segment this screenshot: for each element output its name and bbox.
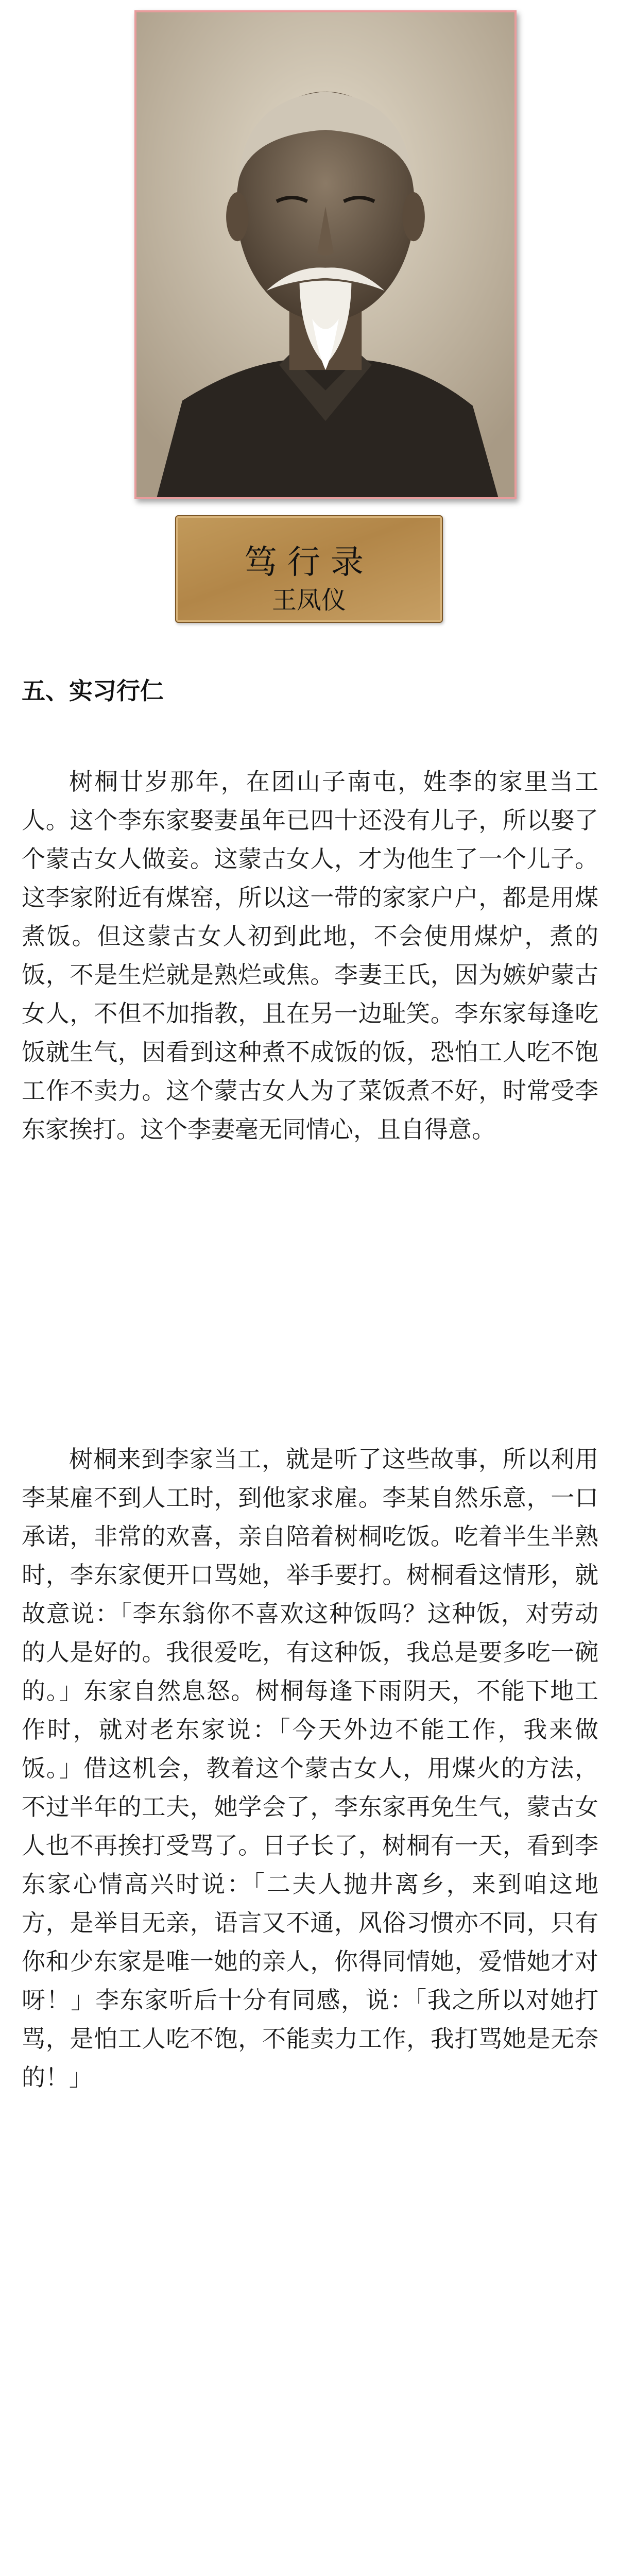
title-plaque [175, 515, 443, 623]
paragraph-1: 树桐廿岁那年，在团山子南屯，姓李的家里当工人。这个李东家娶妻虽年已四十还没有儿子，所以娶了个蒙古女人做妾。这蒙古女人，才为他生了一个儿子。这李家附近有煤窑，所以这一带的家家户户，都是用煤煮饭。但这蒙古女人初到此地，不会使用煤炉，煮的饭，不是生烂就是熟烂或焦。李妻王氏，因为嫉妒蒙古女人，不但不加指教，且在另一边耻笑。李东家每逢吃饭就生气，因看到这种煮不成饭的饭，恐怕工人吃不饱工作不卖力。这个蒙古女人为了菜饭煮不好，时常受李东家挨打。这个李妻毫无同情心，且自得意。 [22, 768, 598, 1143]
paragraph-2: 树桐来到李家当工，就是听了这些故事，所以利用李某雇不到人工时，到他家求雇。李某自然乐意，一口承诺，非常的欢喜，亲自陪着树桐吃饭。吃着半生半熟时，李东家便开口骂她，举手要打。树桐看这情形，就故意说：「李东翁你不喜欢这种饭吗？这种饭，对劳动的人是好的。我很爱吃，有这种饭，我总是要多吃一碗的。」东家自然息怒。树桐每逢下雨阴天，不能下地工作时，就对老东家说：「今天外边不能工作，我来做饭。」借这机会，教着这个蒙古女人，用煤火的方法，不过半年的工夫，她学会了，李东家再免生气，蒙古女人也不再挨打受骂了。日子长了，树桐有一天，看到李东家心情高兴时说：「二夫人抛井离乡，来到咱这地方，是举目无亲，语言又不通，风俗习惯亦不同，只有你和少东家是唯一她的亲人，你得同情她，爱惜她才对呀！」李东家听后十分有同感，说：「我之所以对她打骂，是怕工人吃不饱，不能卖力工作，我打骂她是无奈的！」 [22, 1445, 598, 2091]
author-name: 王凤仪 [271, 586, 346, 615]
portrait-image [136, 12, 514, 497]
portrait-photo [134, 10, 517, 499]
section-heading: 五、实习行仁 [22, 677, 164, 705]
book-title: 笃行录 [244, 544, 374, 582]
